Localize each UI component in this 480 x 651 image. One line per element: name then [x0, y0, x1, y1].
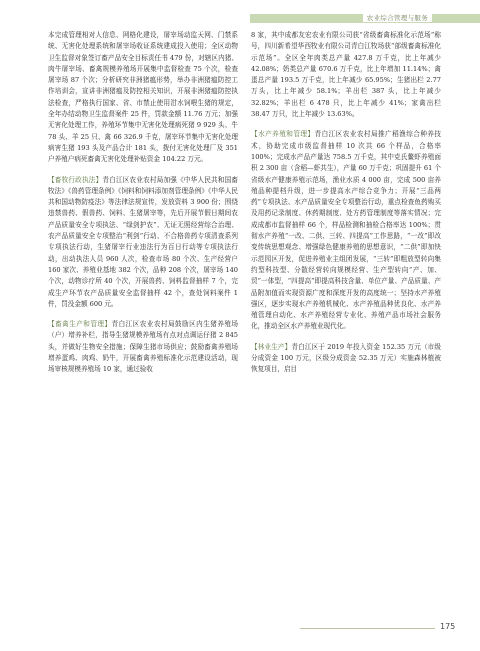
- right-paragraph-1: 8 家，其中成都友宏农业有限公司获“省级畜禽标准化示范场”称号，四川新希望华西牧业有限公司青白江牧场获“部级畜禽标准化示范场”。全区全年肉类总产量 427.8 万千克，比上年减少 42.08%；奶类总产量 670.6 万千克，比上年增加 11.14%；禽蛋总产量 193.5 万千克，比上年减少 65.95%；生猪出栏 2.77 万头，比上年减少 58.1%；羊出栏 387 头，比上年减少 32.82%；羊出栏 6 478 只，比上年减少 41%；家禽出栏 38.47 万只，比上年减少 13.63%。: [251, 31, 441, 119]
- right-column: [251, 30, 441, 376]
- section-tag-livestock-enforcement: 畜牧行政执法: [54, 175, 96, 184]
- tag-bracket-open: 【: [251, 342, 258, 351]
- left-paragraph-3-body: 青白江区农业农村局鼓励区内生猪养殖场（户）增养补栏，指导生猪规模养殖场有点对点调运仔猪 2 845 头，并做好生物安全措施；保障生猪市场供应；鼓励畜禽养殖场增养蛋鸡、肉鸡、奶牛，开展畜禽养殖标准化示范建设活动，现场审核规模养殖场 10 家，通过验收: [48, 320, 239, 374]
- section-tag-forestry: 林业生产: [257, 342, 285, 351]
- right-paragraph-2-body: 青白江区农业农村局推广稻渔综合种养技术，协助完成市级监督抽样 10 次共 66 个样品，合格率 100%；完成水产品产量达 758.5 万千克，其中克氏鳌虾养殖面积 2 300 亩（含稻—虾共生），产量 60 万千克；巩固提升 61 个省级水产健康养殖示范场，渔业水质 4 000 亩，完成 500 亩养殖品种提档升级，进一步提高水产综合竞争力；开展“三品两药”专项执法、水产品质量安全专项整治行动，重点检查鱼药购买及用药记录制度、休药期制度、处方药管理制度等落实情况；完成成都市监督抽样 66 个，样品检测和抽检合格率达 100%；贯彻水产养殖“一改、二供、三转、四提高”工作思路，“一改”即改变传统思想观念、增强绿色健康养殖的思想意识，“二供”即加快示范园区开发，促进养殖业主组团发展，“三转”即粗放型转向集约型科技型、分散经营转向规模经营、生产型转向“产、加、贸”一体型，“四提高”即提高科技含量、单位产量、产品质量、产品附加值而实现资源广度和深度开发的高度统一；坚持水产养殖强区，逐步实现水产养殖机械化、水产养殖品种优良化、水产养殖管理自动化、水产养殖经营专业化、养殖产品市场社会服务化，推动全区水产养殖业现代化。: [251, 130, 442, 331]
- left-paragraph-3: [48, 319, 238, 375]
- right-paragraph-3-body: 青白江区于 2019 年投入资金 152.35 万元（市级分成资金 100 万元，区级分成资金 52.35 万元）实施森林植被恢复项目，启目: [251, 342, 441, 374]
- page-number: 175: [440, 622, 456, 631]
- tag-bracket-close: 】: [95, 175, 103, 184]
- section-title: 农业综合管理与服务: [363, 13, 432, 22]
- left-paragraph-2: [48, 175, 238, 311]
- right-paragraph-3: [251, 342, 441, 376]
- paragraph-gap: [48, 310, 238, 319]
- tag-bracket-open: 【: [251, 130, 259, 139]
- tag-bracket-open: 【: [48, 175, 55, 184]
- tag-bracket-close: 】: [307, 130, 315, 139]
- section-tag-aquaculture: 水产养殖和管理: [258, 130, 308, 139]
- tag-bracket-close: 】: [284, 342, 292, 351]
- left-paragraph-1: 本完成管理相对人信息、网格化建设，屠宰场动监天网、门禁系统、无害化处理系统和屠宰场收证系统建成投入使用；全区动物卫生监督对象签订畜产品安全目标责任书 479 份，对辖区内猪、肉牛屠宰场、畜禽规模养殖场开展集中监督检查 75 个次，检查屠宰场 87 个次；分析研究非洲猪瘟形势，举办非洲猪瘟防控工作培训会，宣讲非洲猪瘟及防控相关知识，开展非洲猪瘟防控执法检查，严格执行国家、省、市禁止使用泔水饲喂生猪的规定，全年办结动物卫生监督案件 25 件，罚款金额 11.76 万元；加强无害化处理工作，养殖环节集中无害化处理病死猪 9 929 头、牛 78 头、羊 25 只、禽 66 326.9 千克，屠宰环节集中无害化处理病害生猪 193 头及产品合计 181 头，拨付无害化处理厂及 351 户养殖户病死畜禽无害化处理补贴资金 104.22 万元。: [48, 31, 238, 164]
- paragraph-gap: [251, 333, 441, 342]
- right-paragraph-2: [251, 129, 441, 332]
- footer-rule: [300, 628, 435, 629]
- left-paragraph-2-body: 青白江区农业农村局加强《中华人民共和国畜牧法》《兽药管理条例》《饲料和饲料添加剂管理条例》《中华人民共和国动物防疫法》等法律法规宣传，发放资料 3 900 份；围绕违禁兽药、假兽药、饲料、生猪屠宰等，先后开展节假日期间农产品质量安全专项执法、“绿剑护农”、无证无照经营综合治理、农产品质量安全专项整治“利剑”行动、不合格兽药专项清查系列专项执法行动，生猪屠宰行业违法行为百日行动等专项执法行动，出动执法人员 960 人次，检查市场 80 个次、生产经营户 160 家次、养殖业基地 382 个次，品种 208 个次，屠宰场 140 个次，动物诊疗所 40 个次，开展兽药、饲料监督抽样 7 个，完成生产环节农产品质量安全监督抽样 42 个，查处饲料案件 1 件，罚没金额 600 元。: [48, 175, 239, 308]
- tag-bracket-close: 】: [104, 320, 112, 329]
- paragraph-gap: [48, 166, 238, 175]
- section-tag-livestock-production: 畜禽生产和管理: [55, 320, 105, 329]
- left-column: [48, 30, 238, 376]
- tag-bracket-open: 【: [48, 320, 56, 329]
- paragraph-gap: [251, 120, 441, 129]
